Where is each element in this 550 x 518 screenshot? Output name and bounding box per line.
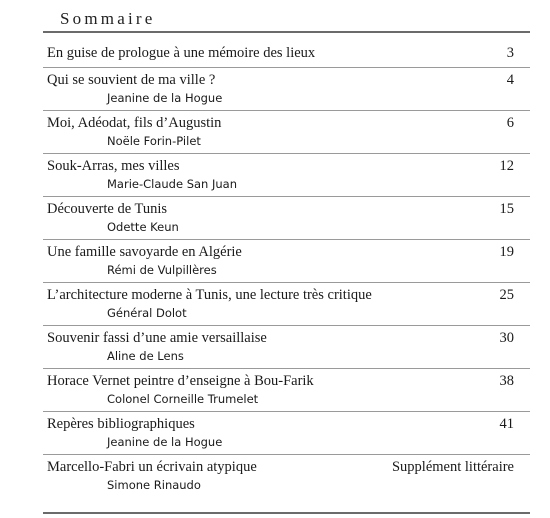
toc-entry-title: Souk-Arras, mes villes [47,158,180,174]
entry-divider [43,411,530,412]
toc-entry-page: 6 [506,115,514,131]
toc-entry-page: 12 [499,158,514,174]
entry-divider [43,239,530,240]
entry-divider [43,110,530,111]
toc-entry-title: Moi, Adéodat, fils d’Augustin [47,115,222,131]
toc-entry-page: 3 [506,45,514,61]
toc-entry-page: 19 [499,244,514,260]
toc-entry-author: Marie-Claude San Juan [107,177,238,191]
toc-entry-title: Une famille savoyarde en Algérie [47,244,242,260]
toc-entry-title: Souvenir fassi d’une amie versaillaise [47,330,267,346]
toc-entry-page: 4 [506,72,514,88]
toc-entry-title: Qui se souvient de ma ville ? [47,72,216,88]
toc-entry-author: Colonel Corneille Trumelet [107,392,259,406]
toc-entry-page: 41 [499,416,514,432]
toc-entry-page: Supplément littéraire [391,459,514,475]
toc-entry-author: Rémi de Vulpillères [107,263,217,277]
entry-divider [43,454,530,455]
page-title: Sommaire [60,9,156,28]
toc-entry-author: Jeanine de la Hogue [107,435,223,449]
toc-entry-page: 30 [499,330,514,346]
toc-entry-title: L’architecture moderne à Tunis, une lecture très critique [47,287,372,303]
toc-entry-page: 25 [499,287,514,303]
toc-entry-title: Horace Vernet peintre d’enseigne à Bou-Farik [47,373,314,389]
toc-entry-title: En guise de prologue à une mémoire des lieux [47,45,316,61]
toc-entry-title: Découverte de Tunis [47,201,168,217]
toc-entry-author: Simone Rinaudo [107,478,201,492]
toc-entry-title: Marcello-Fabri un écrivain atypique [47,459,257,475]
bottom-divider [43,512,530,514]
entry-divider [43,153,530,154]
entry-divider [43,282,530,283]
entry-divider [43,67,530,68]
entry-divider [43,325,530,326]
toc-entry-title: Repères bibliographiques [47,416,195,432]
toc-entry-author: Odette Keun [107,220,179,234]
entry-divider [43,368,530,369]
entry-divider [43,196,530,197]
toc-entry-page: 38 [499,373,514,389]
toc-entry-author: Aline de Lens [107,349,184,363]
toc-entry-author: Noële Forin-Pilet [107,134,201,148]
top-divider [43,31,530,33]
toc-entry-author: Jeanine de la Hogue [107,91,223,105]
toc-entry-page: 15 [499,201,514,217]
toc-entry-author: Général Dolot [107,306,187,320]
